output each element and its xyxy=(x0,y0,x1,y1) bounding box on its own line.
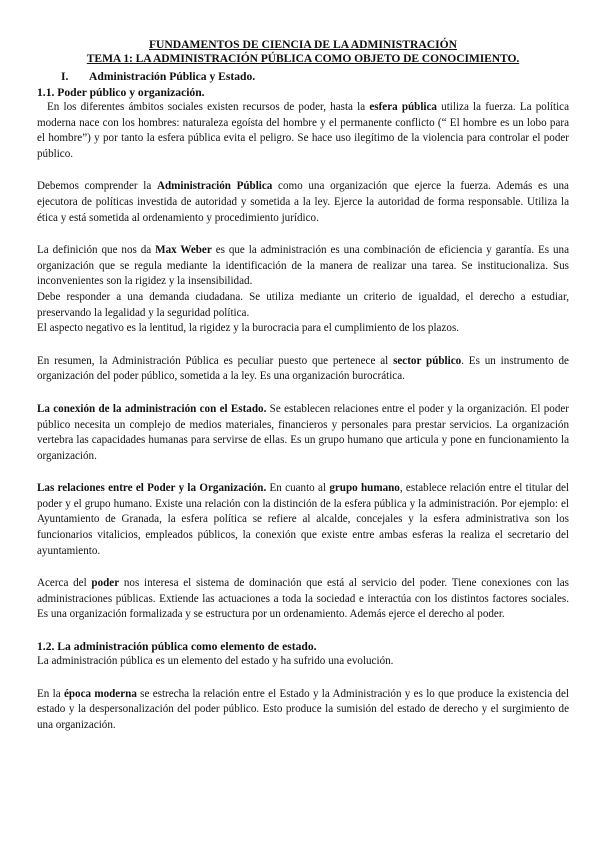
paragraph-1: En los diferentes ámbitos sociales existen recursos de poder, hasta la esfera pública utiliza la fuerza. La política moderna nace con los hombres: naturaleza egoísta del hombre y el permanente conflicto (“ El hombre es un lobo para el hombre”) y por tanto la esfera pública evita el peligro. Se hace uso ilegítimo de la violencia para controlar el poder público. xyxy=(37,101,569,160)
section-title: Administración Pública y Estado. xyxy=(89,70,256,83)
paragraph-8: Las relaciones entre el Poder y la Organización. En cuanto al grupo humano, establece relación entre el titular del poder y el grupo humano. Existe una relación con la distinción de la esfera pública y la administración. Por ejemplo: el Ayuntamiento de Granada, la esfera política se refiere al alcalde, concejales y la esfera administrativa son los funcionarios vitalicios, empleados públicos, la conexión que existe entre ambas esferas la realiza el secretario del ayuntamiento. xyxy=(37,482,570,557)
paragraph-3: La definición que nos da Max Weber es que la administración es una combinación de eficiencia y garantía. Es una organización que se regula mediante la identificación de la manera de realizar una tarea. Se institucionaliza. Sus inconvenientes son la rigidez y la insensibilidad. xyxy=(37,244,570,288)
document-title: FUNDAMENTOS DE CIENCIA DE LA ADMINISTRACIÓN xyxy=(148,38,458,51)
paragraph-7: La conexión de la administración con el Estado. Se establecen relaciones entre el poder y la organización. El poder público necesita un complejo de medios materiales, financieros y personales para prestar servicios. La organización vertebra las capacidades humanas para servirse de ellas. Es un grupo humano que articula y pone en funcionamiento la organización. xyxy=(37,402,570,462)
paragraph-2: Debemos comprender la Administración Pública como una organización que ejerce la fuerza. Además es una ejecutora de políticas investida de autoridad y sometida a la ley. Ejerce la autoridad de forma responsable. Utiliza la ética y está sometida al ordenamiento y procedimiento jurídico. xyxy=(37,180,569,224)
document-page xyxy=(37,38,569,733)
paragraph-10: La administración pública es un elemento del estado y ha sufrido una evolución. xyxy=(37,655,394,668)
subsection-heading-1-1: 1.1. Poder público y organización. xyxy=(37,86,205,99)
section-number: I. xyxy=(61,70,69,83)
paragraph-6: En resumen, la Administración Pública es peculiar puesto que pertenece al sector público. Es un instrumento de organización del poder público, sometida a la ley. Es una organización burocrática. xyxy=(37,354,569,383)
subsection-heading-1-2: 1.2. La administración pública como elemento de estado. xyxy=(37,640,317,654)
paragraph-11: En la época moderna se estrecha la relación entre el Estado y la Administración y es lo que produce la existencia del estado y la despersonalización del poder público. Esto produce la sumisión del estado de derecho y el surgimiento de una organización. xyxy=(37,687,569,731)
tema-heading: TEMA 1: LA ADMINISTRACIÓN PÚBLICA COMO OBJETO DE CONOCIMIENTO. xyxy=(86,52,520,65)
paragraph-4: Debe responder a una demanda ciudadana. Se utiliza mediante un criterio de igualdad, el derecho a estudiar, preservando la legalidad y la seguridad política. xyxy=(37,290,569,319)
paragraph-9: Acerca del poder nos interesa el sistema de dominación que está al servicio del poder. Tiene conexiones con las administraciones públicas. Extiende las actuaciones a toda la sociedad e interactúa con los distintos factores sociales. Es una organización formalizada y se estructura por un ordenamiento. Además ejerce el derecho al poder. xyxy=(37,577,569,621)
paragraph-5: El aspecto negativo es la lentitud, la rigidez y la burocracia para el cumplimiento de los plazos. xyxy=(37,322,460,335)
section-heading xyxy=(61,69,569,84)
